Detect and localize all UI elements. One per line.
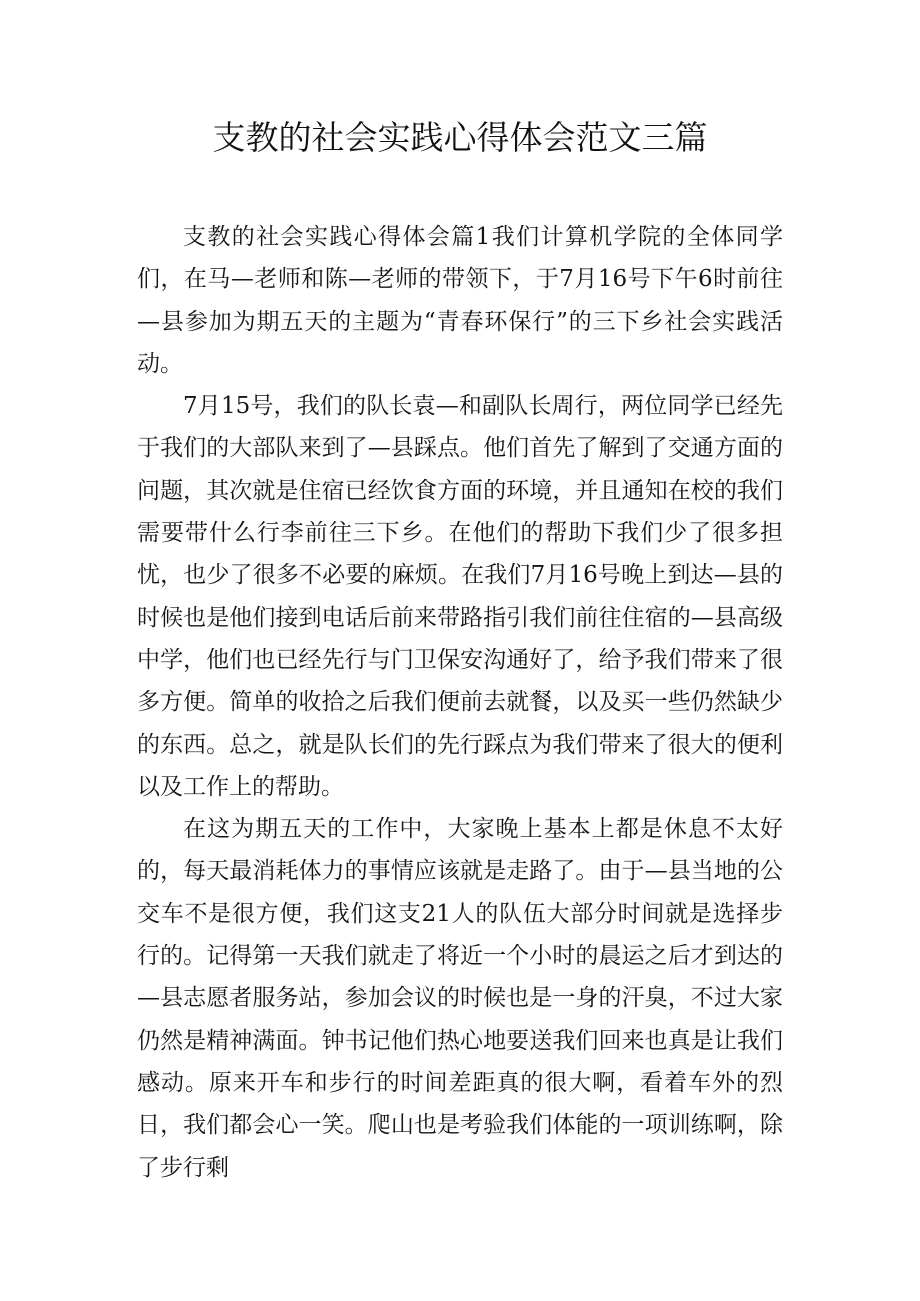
- paragraph: 支教的社会实践心得体会篇1我们计算机学院的全体同学们，在马—老师和陈—老师的带领下，于7月16号下午6时前往—县参加为期五天的主题为“青春环保行”的三下乡社会实践活动。: [137, 224, 783, 377]
- document-title: 支教的社会实践心得体会范文三篇: [212, 118, 708, 157]
- paragraph: 在这为期五天的工作中，大家晚上基本上都是休息不太好的，每天最消耗体力的事情应该就是走路了。由于—县当地的公交车不是很方便，我们这支21人的队伍大部分时间就是选择步行的。记得第一天我们就走了将近一个小时的晨运之后才到达的—县志愿者服务站，参加会议的时候也是一身的汗臭，不过大家仍然是精神满面。钟书记他们热心地要送我们回来也真是让我们感动。原来开车和步行的时间差距真的很大啊，看着车外的烈日，我们都会心一笑。爬山也是考验我们体能的一项训练啊，除了步行剩: [137, 816, 783, 1181]
- document-body: [137, 216, 783, 1189]
- paragraph: 7月15号，我们的队长袁—和副队长周行，两位同学已经先于我们的大部队来到了—县踩点。他们首先了解到了交通方面的问题，其次就是住宿已经饮食方面的环境，并且通知在校的我们需要带什么行李前往三下乡。在他们的帮助下我们少了很多担忧，也少了很多不必要的麻烦。在我们7月16号晚上到达—县的时候也是他们接到电话后前来带路指引我们前往住宿的—县高级中学，他们也已经先行与门卫保安沟通好了，给予我们带来了很多方便。简单的收拾之后我们便前去就餐，以及买一些仍然缺少的东西。总之，就是队长们的先行踩点为我们带来了很大的便利以及工作上的帮助。: [137, 393, 783, 800]
